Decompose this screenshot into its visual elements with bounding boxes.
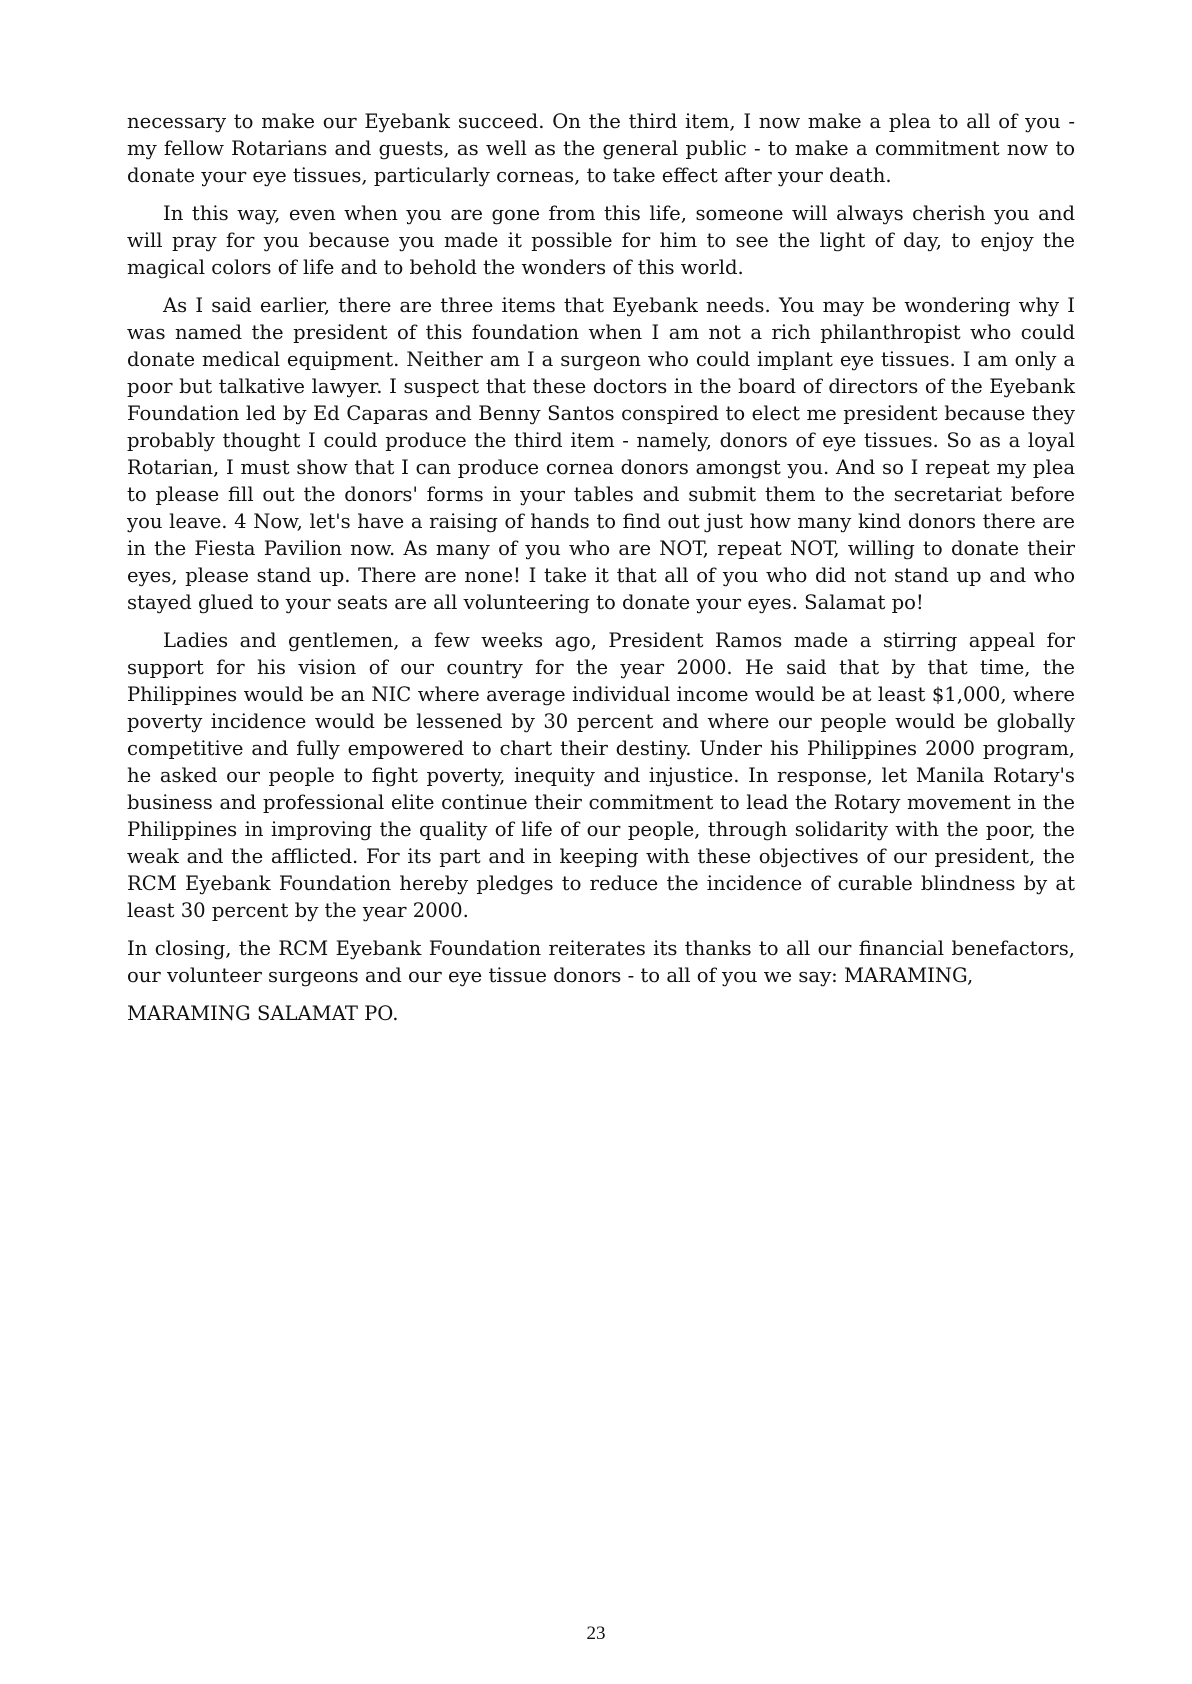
document-body bbox=[127, 108, 1075, 1038]
paragraph-4: Ladies and gentlemen, a few weeks ago, President Ramos made a stirring appeal for support for his vision of our country for the year 2000. He said that by that time, the Philippines would be an NIC where average individual income would be at least $1,000, where poverty incidence would be lessened by 30 percent and where our people would be globally competitive and fully empowered to chart their destiny. Under his Philippines 2000 program, he asked our people to fight poverty, inequity and injustice. In response, let Manila Rotary's business and professional elite continue their commitment to lead the Rotary movement in the Philippines in improving the quality of life of our people, through solidarity with the poor, the weak and the afflicted. For its part and in keeping with these objectives of our president, the RCM Eyebank Foundation hereby pledges to reduce the incidence of curable blindness by at least 30 percent by the year 2000. bbox=[127, 629, 1075, 922]
paragraph-5: In closing, the RCM Eyebank Foundation reiterates its thanks to all our financial benefactors, our volunteer surgeons and our eye tissue donors - to all of you we say: MARAMING, bbox=[127, 937, 1075, 987]
page-number: 23 bbox=[586, 1623, 606, 1644]
paragraph-1: necessary to make our Eyebank succeed. On the third item, I now make a plea to all of you - my fellow Rotarians and guests, as well as the general public - to make a commitment now to donate your eye tissues, particularly corneas, to take effect after your death. bbox=[127, 110, 1075, 187]
paragraph-6: MARAMING SALAMAT PO. bbox=[127, 1002, 399, 1025]
paragraph-3: As I said earlier, there are three items that Eyebank needs. You may be wondering why I was named the president of this foundation when I am not a rich philanthropist who could donate medical equipment. Neither am I a surgeon who could implant eye tissues. I am only a poor but talkative lawyer. I suspect that these doctors in the board of directors of the Eyebank Foundation led by Ed Caparas and Benny Santos conspired to elect me president because they probably thought I could produce the third item - namely, donors of eye tissues. So as a loyal Rotarian, I must show that I can produce cornea donors amongst you. And so I repeat my plea to please fill out the donors' forms in your tables and submit them to the secretariat before you leave. 4 Now, let's have a raising of hands to find out just how many kind donors there are in the Fiesta Pavilion now. As many of you who are NOT, repeat NOT, willing to donate their eyes, please stand up. There are none! I take it that all of you who did not stand up and who stayed glued to your seats are all volunteering to donate your eyes. Salamat po! bbox=[127, 294, 1075, 614]
paragraph-2: In this way, even when you are gone from this life, someone will always cherish you and will pray for you because you made it possible for him to see the light of day, to enjoy the magical colors of life and to behold the wonders of this world. bbox=[127, 202, 1075, 279]
